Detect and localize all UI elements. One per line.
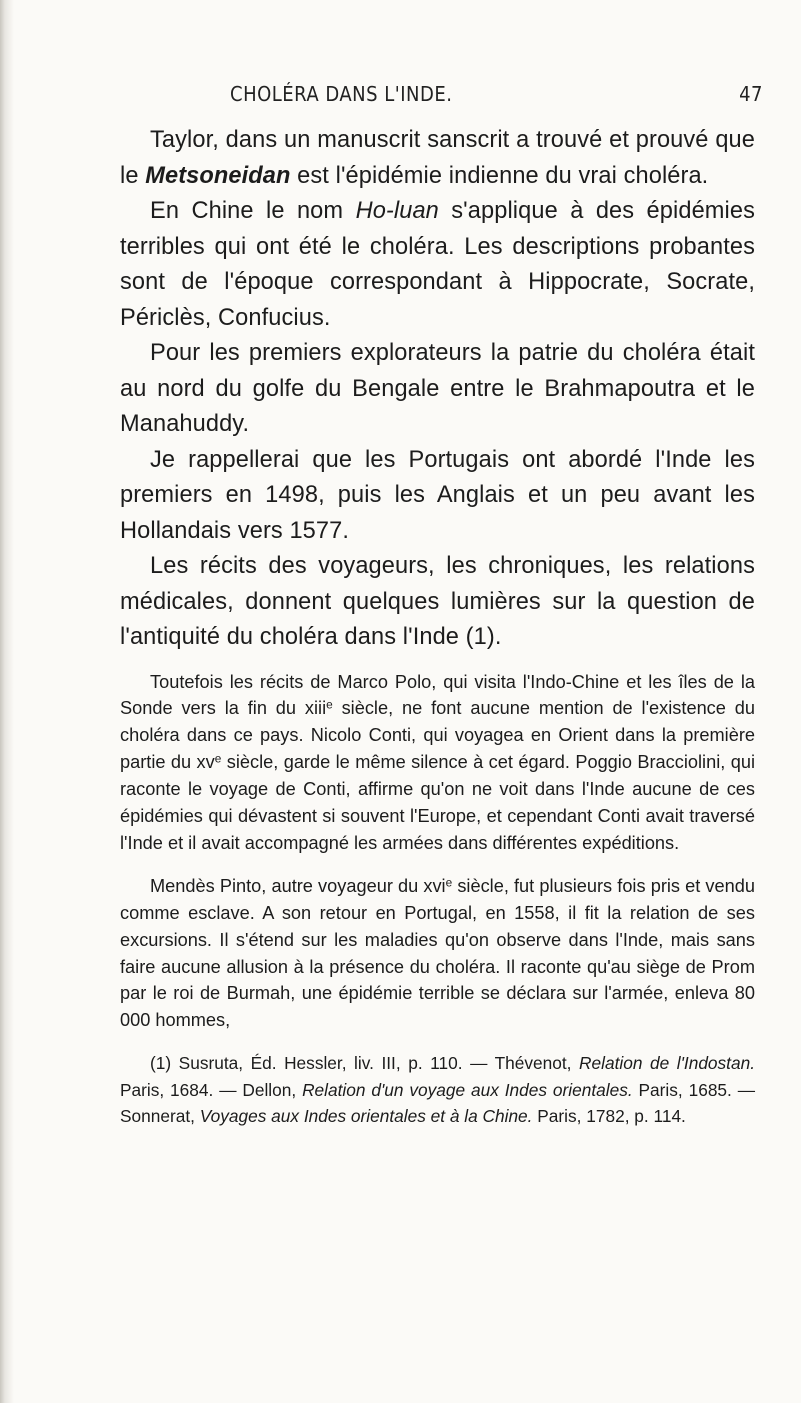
text-run: Taylor, dans un manuscrit sanscrit a trouvé et prouvé que le [120,127,755,189]
text-run: (1) Susruta, Éd. Hessler, liv. III, p. 110. — Thévenot, [150,1053,580,1074]
text-run: siècle, ne font aucune mention de l'existence du choléra dans ce pays. Nicolo Conti, qui voyagea en Orient dans la première partie du xv [120,698,755,773]
text-run: Paris, 1684. — Dellon, [120,1079,303,1100]
spacer [120,656,755,669]
text-run: Toutefois les récits de Marco Polo, qui visita l'Indo-Chine et les îles de la Sonde vers la fin du xiii [120,671,755,719]
text-run: siècle, garde le même silence à cet égard. Poggio Bracciolini, qui raconte le voyage de Conti, affirme qu'on ne voit dans l'Inde aucune de ces épidémies qui dévastent si souvent l'Europe, et cependant Conti avait traversé l'Inde et il avait accompagné les armées dans différentes expéditions. [120,752,755,853]
superscript: e [214,751,222,766]
text-run: est l'épidémie indienne du vrai choléra. [290,162,709,189]
spacer [120,1034,755,1050]
note-paragraph-1 [120,669,755,857]
paragraph-2 [120,194,755,336]
page-binding-edge [0,0,14,1403]
running-head: CHOLÉRA DANS L'INDE. [230,82,453,106]
italic-term: Metsoneidan [145,162,291,189]
text-run: siècle, fut plusieurs fois pris et vendu comme esclave. A son retour en Portugal, en 1558, il fit la relation de ses excursions. Il s'étend sur les maladies qu'on observe dans l'Inde, mais sans faire aucune allusion à la présence du choléra. Il raconte qu'au siège de Prom par le roi de Burmah, une épidémie terrible se déclara sur l'armée, enleva 80 000 hommes, [120,875,755,1031]
text-run: En Chine le nom [150,198,356,224]
spacer [120,857,755,873]
paragraph-5: Les récits des voyageurs, les chroniques, les relations médicales, donnent quelques lumières sur la question de l'antiquité du choléra dans l'Inde (1). [120,553,755,650]
paragraph-3: Pour les premiers explorateurs la patrie du choléra était au nord du golfe du Bengale entre le Brahmapoutra et le Manahuddy. [120,340,755,437]
note-paragraph-2 [120,873,755,1034]
text-block [120,123,755,1130]
page-number: 47 [739,82,763,106]
superscript: e [445,875,453,890]
text-run: Paris, 1782, p. 114. [532,1106,686,1127]
paragraph-1 [120,123,755,194]
italic-title: Relation de l'Indostan. [579,1053,756,1074]
italic-title: Relation d'un voyage aux Indes orientales. [302,1079,633,1100]
text-run: Mendès Pinto, autre voyageur du xvi [150,875,446,896]
text-run: Paris, 1685. — Sonnerat, [120,1079,756,1127]
footnote [120,1050,755,1129]
page-header [120,82,775,112]
italic-term: Ho-luan [355,198,439,224]
text-run: s'applique à des épidémies terribles qui ont été le choléra. Les descriptions probantes sont de l'époque correspondant à Hippocrate, Socrate, Périclès, Confucius. [120,198,755,331]
italic-title: Voyages aux Indes orientales et à la Chine. [199,1106,533,1127]
superscript: e [326,698,333,713]
paragraph-4: Je rappellerai que les Portugais ont abordé l'Inde les premiers en 1498, puis les Anglais et un peu avant les Hollandais vers 1577. [120,446,755,544]
